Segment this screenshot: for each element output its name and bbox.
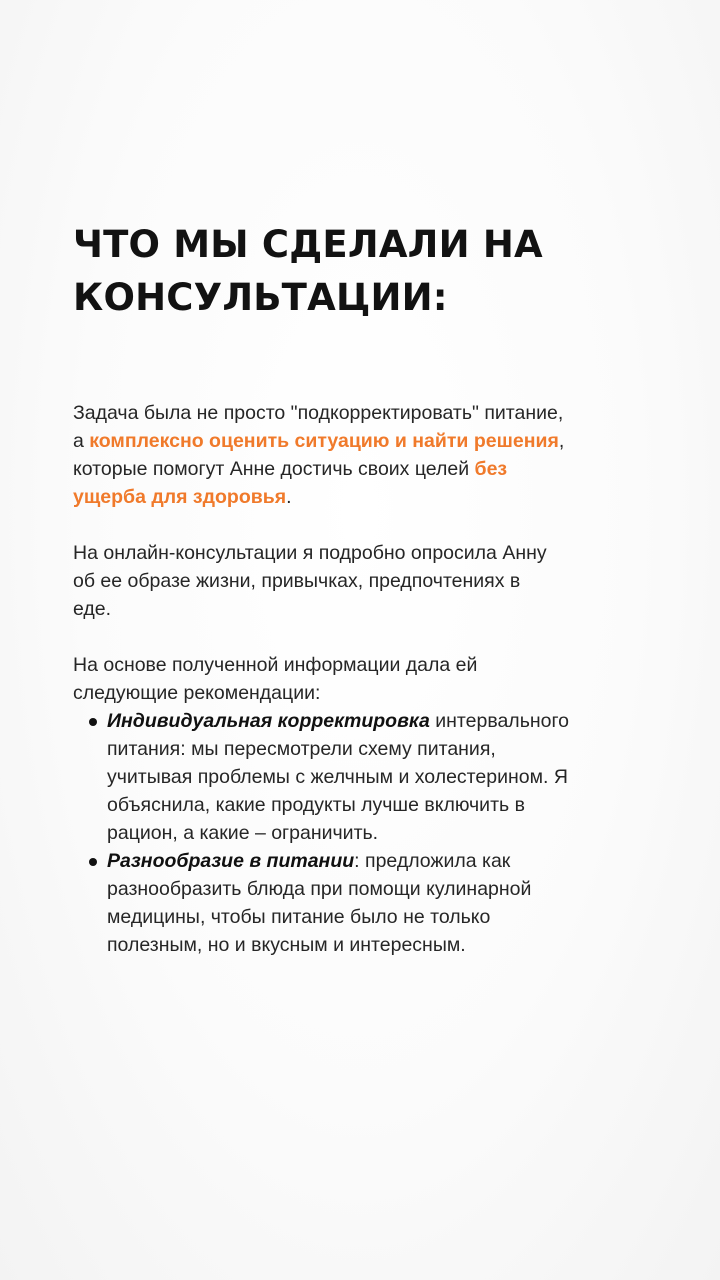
list-item-line: рацион, а какие – ограничить.: [107, 822, 379, 844]
highlight-text: комплексно оценить ситуацию и найти решения: [89, 430, 559, 452]
list-item: [73, 847, 653, 959]
paragraph-line: На основе полученной информации дала ей: [73, 654, 478, 676]
text-fragment: : предложила как: [354, 850, 511, 872]
list-item-line: [107, 847, 653, 875]
text-fragment: которые помогут Анне достичь своих целей: [73, 458, 475, 480]
paragraph-line: [73, 455, 653, 483]
text-fragment: ,: [558, 430, 565, 452]
text-fragment: а: [73, 430, 90, 452]
list-item-heading: Индивидуальная корректировка: [107, 710, 430, 732]
highlight-text: без: [474, 458, 508, 480]
paragraph-line: [73, 483, 653, 511]
paragraph-line: об ее образе жизни, привычках, предпочтениях в: [73, 570, 521, 592]
consultation-paragraph: [73, 539, 653, 623]
page-title: [73, 218, 653, 324]
recommendations-section: [73, 651, 653, 959]
list-item-heading: Разнообразие в питании: [107, 850, 355, 872]
bullet-icon: [89, 718, 97, 726]
list-item-line: питания: мы пересмотрели схему питания,: [107, 738, 496, 760]
list-item-line: учитывая проблемы с желчным и холестерином. Я: [107, 766, 568, 788]
title-line: КОНСУЛЬТАЦИИ:: [73, 276, 448, 319]
list-item-line: разнообразить блюда при помощи кулинарной: [107, 878, 532, 900]
list-item-line: полезным, но и вкусным и интересным.: [107, 934, 466, 956]
paragraph-line: еде.: [73, 598, 112, 620]
task-paragraph: [73, 399, 653, 511]
text-fragment: интервального: [429, 710, 569, 732]
paragraph-line: [73, 427, 653, 455]
list-item-line: медицины, чтобы питание было не только: [107, 906, 491, 928]
highlight-text: ущерба для здоровья: [73, 486, 287, 508]
bullet-icon: [89, 858, 97, 866]
paragraph-line: На онлайн-консультации я подробно опросила Анну: [73, 542, 547, 564]
text-fragment: .: [286, 486, 292, 508]
list-item-line: объяснила, какие продукты лучше включить в: [107, 794, 525, 816]
content: [73, 218, 653, 959]
list-item-line: [107, 707, 653, 735]
recommendations-list: [73, 707, 653, 959]
title-line: ЧТО МЫ СДЕЛАЛИ НА: [73, 223, 543, 266]
paragraph-line: Задача была не просто "подкорректировать" питание,: [73, 402, 564, 424]
list-item: [73, 707, 653, 847]
paragraph-line: следующие рекомендации:: [73, 682, 321, 704]
